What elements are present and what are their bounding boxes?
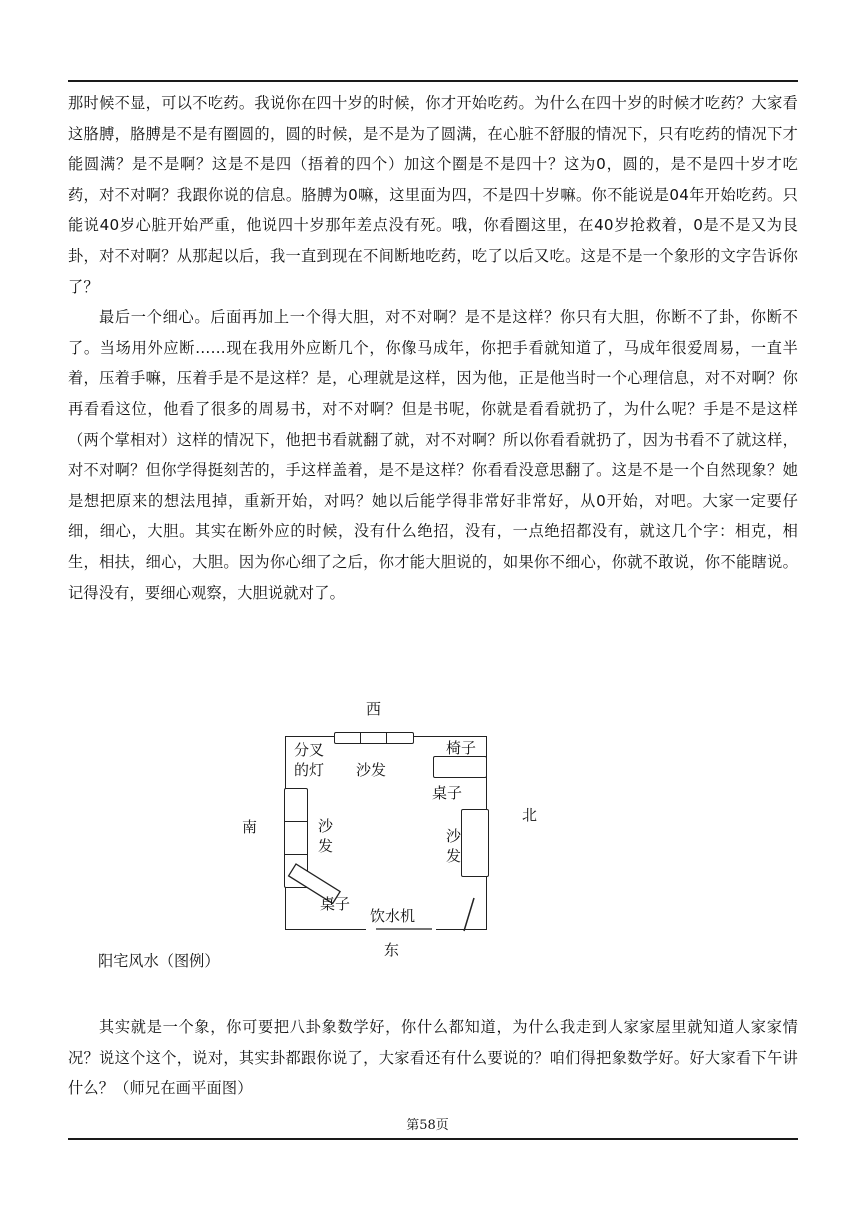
- label-chair: 椅子: [446, 739, 477, 757]
- direction-north: 北: [522, 806, 538, 824]
- paragraph-1: 那时候不显，可以不吃药。我说你在四十岁的时候，你才开始吃药。为什么在四十岁的时候才吃药？大家看这胳膊，胳膊是不是有圈圆的，圆的时候，是不是为了圆满，在心脏不舒服的情况下，只有吃药的情况下才能圆满？是不是啊？这是不是四（捂着的四个）加这个圈是不是四十？这为0，圆的，是不是四十岁才吃药，对不对啊？我跟你说的信息。胳膊为0嘛，这里面为四，不是四十岁嘛。你不能说是04年开始吃药。只能说40岁心脏开始严重，他说四十岁那年差点没有死。哦，你看圈这里，在40岁抢救着，0是不是又为艮卦，对不对啊？从那起以后，我一直到现在不间断地吃药，吃了以后又吃。这是不是一个象形的文字告诉你了？: [68, 94, 798, 296]
- floor-plan-diagram: [236, 696, 556, 959]
- paragraph-2: 最后一个细心。后面再加上一个得大胆，对不对啊？是不是这样？你只有大胆，你断不了卦，你断不了。当场用外应断……现在我用外应断几个，你像马成年，你把手看就知道了，马成年很爱周易，一直半着，压着手嘛，压着手是不是这样？是，心理就是这样，因为他，正是他当时一个心理信息，对不对啊？你再看看这位，他看了很多的周易书，对不对啊？但是书呢，你就是看看就扔了，为什么呢？手是不是这样（两个掌相对）这样的情况下，他把书看就翻了就，对不对啊？所以你看看就扔了，因为书看不了就这样，对不对啊？但你学得挺刻苦的，手这样盖着，是不是这样？你看看没意思翻了。这是不是一个自然现象？她是想把原来的想法甩掉，重新开始，对吗？她以后能学得非常好非常好，从0开始，对吧。大家一定要仔细，细心，大胆。其实在断外应的时候，没有什么绝招，没有，一点绝招都没有，就这几个字：相克，相生，相扶，细心，大胆。因为你心细了之后，你才能大胆说的，如果你不细心，你就不敢说，你不能瞎说。记得没有，要细心观察，大胆说就对了。: [68, 308, 798, 602]
- label-table-bottom: 桌子: [320, 895, 351, 913]
- footer-rule: [68, 1138, 798, 1140]
- direction-east: 东: [384, 941, 400, 959]
- door-opening: [464, 898, 474, 931]
- page-number: 第58页: [406, 1118, 449, 1133]
- label-lamp: 分叉的灯: [294, 741, 325, 779]
- label-water-dispenser: 饮水机: [370, 907, 416, 925]
- label-sofa-top: 沙发: [356, 761, 387, 779]
- label-sofa-right: 沙发: [446, 827, 462, 865]
- figure-caption: 阳宅风水（图例）: [98, 952, 220, 970]
- closing-text: [68, 1012, 798, 1104]
- body-text: [68, 88, 798, 608]
- direction-south: 南: [242, 818, 258, 836]
- label-sofa-left: 沙发: [318, 817, 334, 855]
- label-table-right: 桌子: [432, 784, 463, 802]
- paragraph-3: 其实就是一个象，你可要把八卦象数学好，你什么都知道，为什么我走到人家家屋里就知道人家家情况？说这个这个，说对，其实卦都跟你说了，大家看还有什么要说的？咱们得把象数学好。好大家看下午讲什么？（师兄在画平面图）: [68, 1018, 798, 1098]
- header-rule: [68, 80, 798, 82]
- direction-west: 西: [366, 700, 382, 718]
